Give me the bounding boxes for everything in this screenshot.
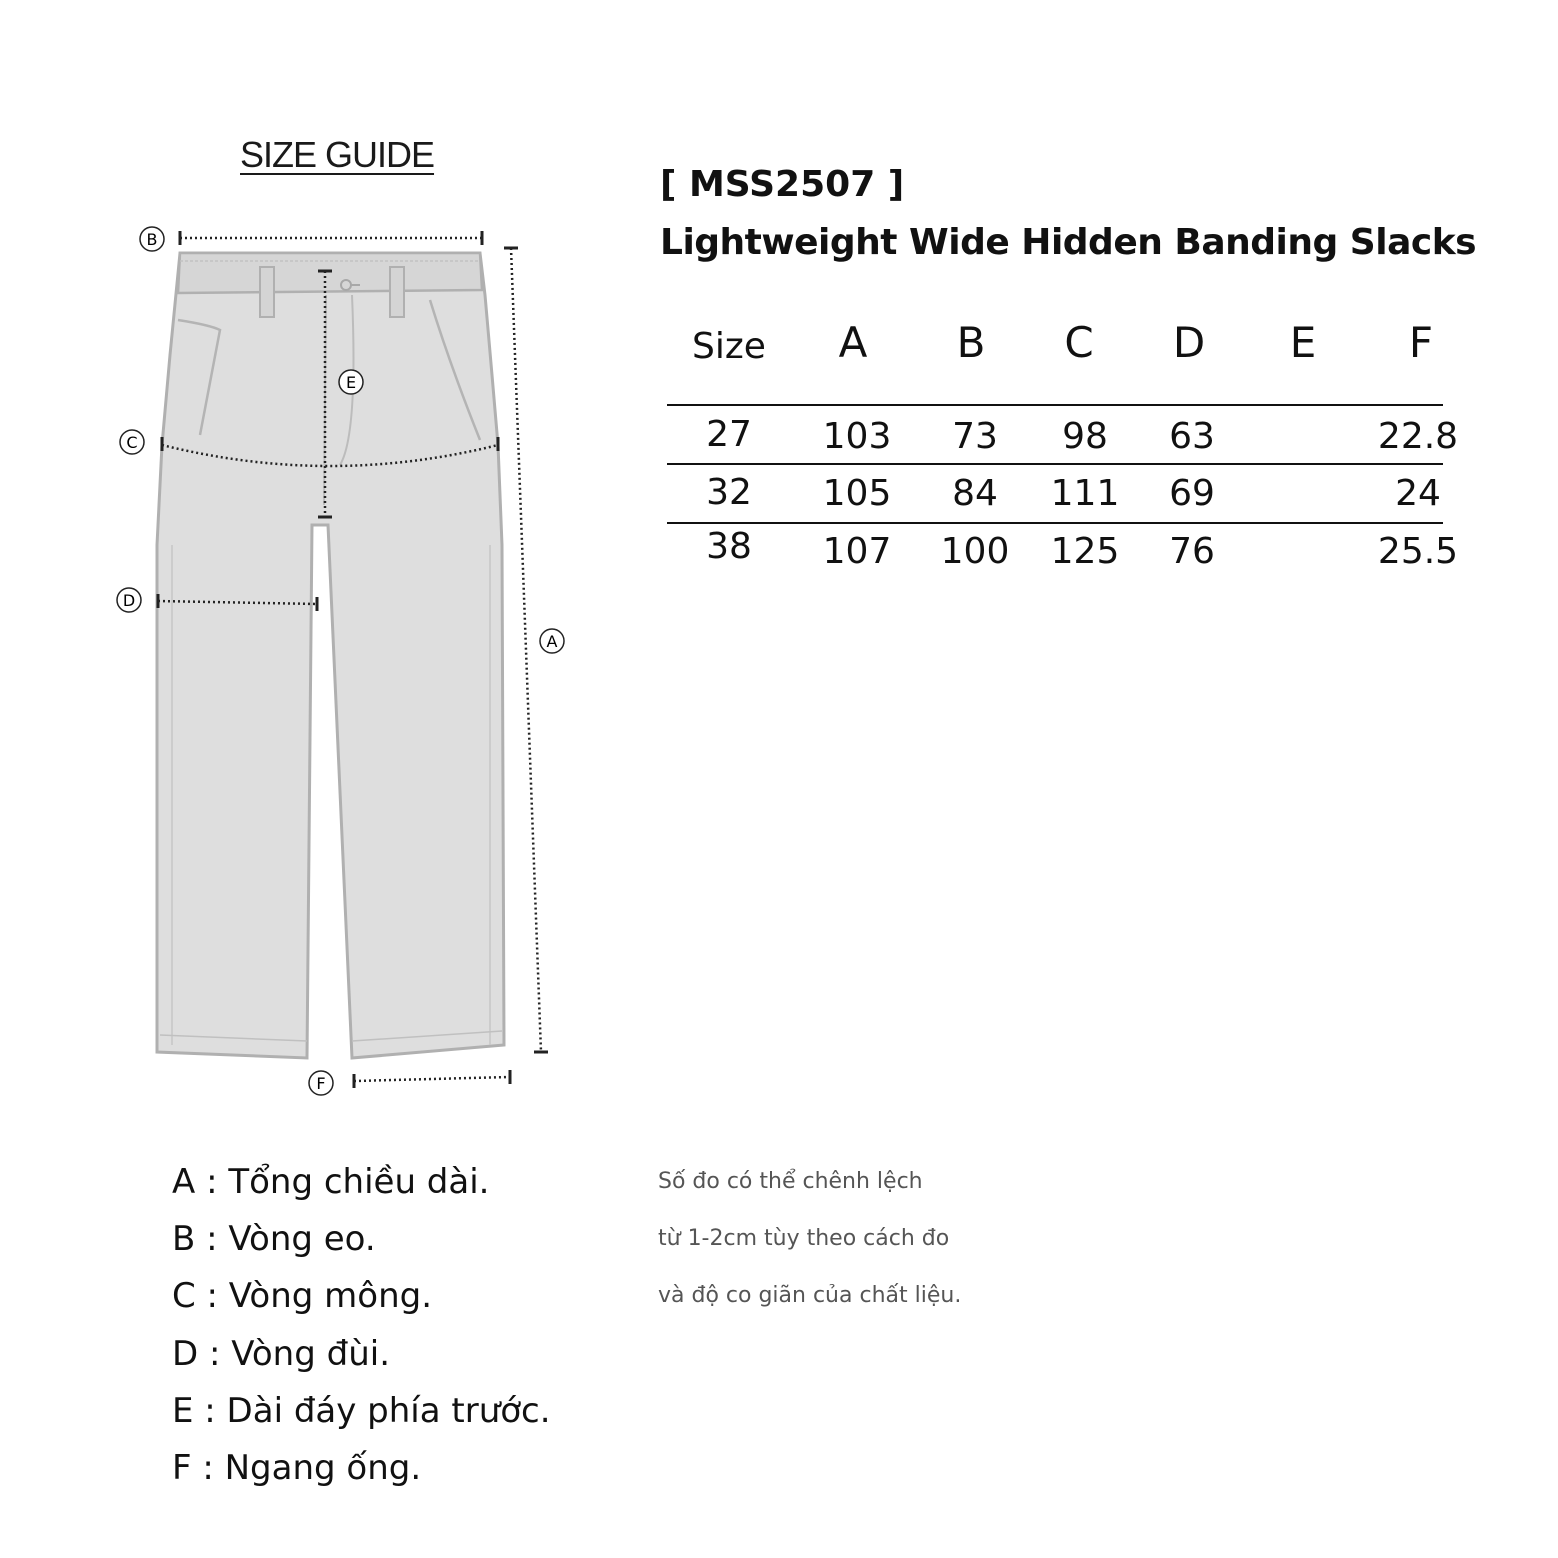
waistband bbox=[178, 253, 482, 293]
legend-item-e: E : Dài đáy phía trước. bbox=[172, 1391, 551, 1431]
table-cell-a: 103 bbox=[822, 416, 892, 457]
table-cell-a: 107 bbox=[822, 531, 892, 572]
table-cell-c: 111 bbox=[1050, 473, 1120, 514]
table-cell-size: 38 bbox=[706, 526, 752, 567]
pants-diagram bbox=[100, 215, 580, 1105]
table-cell-d: 63 bbox=[1169, 416, 1215, 457]
marker-a: A bbox=[546, 632, 558, 651]
table-header-d: D bbox=[1172, 318, 1206, 367]
product-code: [ MSS2507 ] bbox=[660, 164, 905, 205]
table-rule-2 bbox=[667, 522, 1443, 524]
table-cell-f: 24 bbox=[1395, 473, 1441, 514]
pants-silhouette bbox=[157, 253, 504, 1058]
legend-item-b: B : Vòng eo. bbox=[172, 1219, 376, 1259]
table-cell-b: 84 bbox=[952, 473, 998, 514]
note-line-1: Số đo có thể chênh lệch bbox=[658, 1169, 923, 1194]
product-name: Lightweight Wide Hidden Banding Slacks bbox=[660, 222, 1477, 263]
table-cell-f: 22.8 bbox=[1377, 416, 1459, 457]
marker-e: E bbox=[345, 373, 357, 392]
table-rule-1 bbox=[667, 463, 1443, 465]
marker-c: C bbox=[126, 433, 138, 452]
table-cell-size: 27 bbox=[706, 414, 752, 455]
table-cell-b: 73 bbox=[952, 416, 998, 457]
table-cell-f: 25.5 bbox=[1377, 531, 1459, 572]
marker-d: D bbox=[122, 591, 136, 610]
marker-f: F bbox=[316, 1074, 326, 1093]
legend-item-a: A : Tổng chiều dài. bbox=[172, 1162, 490, 1202]
table-cell-size: 32 bbox=[706, 472, 752, 513]
table-header-size: Size bbox=[692, 326, 766, 367]
belt-loop-left bbox=[260, 267, 274, 317]
table-header-e: E bbox=[1289, 318, 1317, 367]
table-cell-a: 105 bbox=[822, 473, 892, 514]
table-header-a: A bbox=[838, 318, 868, 367]
table-header-f: F bbox=[1408, 318, 1434, 367]
table-cell-b: 100 bbox=[940, 531, 1010, 572]
table-header-c: C bbox=[1064, 318, 1094, 367]
size-guide-title: SIZE GUIDE bbox=[240, 134, 435, 175]
legend-item-c: C : Vòng mông. bbox=[172, 1276, 433, 1316]
table-cell-c: 125 bbox=[1050, 531, 1120, 572]
belt-loop-right bbox=[390, 267, 404, 317]
table-header-b: B bbox=[956, 318, 986, 367]
legend-item-d: D : Vòng đùi. bbox=[172, 1334, 390, 1374]
note-line-3: và độ co giãn của chất liệu. bbox=[658, 1283, 962, 1308]
note-line-2: từ 1-2cm tùy theo cách đo bbox=[658, 1226, 950, 1251]
legend-item-f: F : Ngang ống. bbox=[172, 1448, 422, 1488]
marker-b: B bbox=[146, 230, 158, 249]
table-rule-top bbox=[667, 404, 1443, 406]
table-cell-d: 69 bbox=[1169, 473, 1215, 514]
table-cell-c: 98 bbox=[1062, 416, 1108, 457]
table-cell-d: 76 bbox=[1169, 531, 1215, 572]
